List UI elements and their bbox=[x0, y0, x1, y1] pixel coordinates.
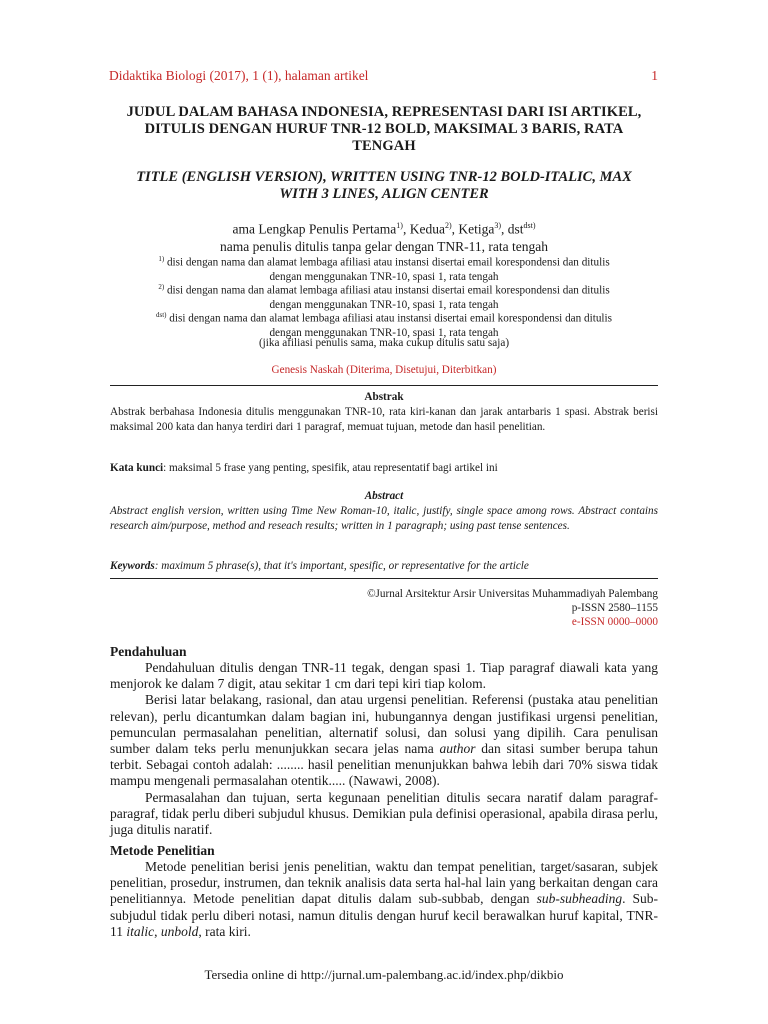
affiliation-line: disi dengan nama dan alamat lembaga afiliasi atau instansi disertai email korespondensi dan ditulis bbox=[166, 284, 610, 297]
publisher-block bbox=[367, 587, 658, 629]
affiliation-line: dengan menggunakan TNR-10, spasi 1, rata tengah bbox=[269, 326, 499, 339]
title-indonesian bbox=[100, 104, 668, 155]
text-run: Berisi latar belakang, rasional, dan atau urgensi penelitian. Referensi (pustaka atau penelitian relevan), perlu dicantumkan dalam bagian ini, hubungannya dengan justifikasi urgensi penelitian, pemunculan permasalahan penelitian, alternatif solusi, dan solusi yang dipilih. Cara penulisan sumber dalam teks perlu menunjukkan secara jelas nama bbox=[110, 692, 658, 757]
kata-kunci-text: : maksimal 5 frase yang penting, spesifik, atau representatif bagi artikel ini bbox=[163, 462, 498, 474]
text-run: . Sub-subjudul tidak perlu diberi notasi, namun ditulis dengan huruf kecil berawalkan huruf kapital, TNR-11 bbox=[110, 891, 658, 939]
text-run: author bbox=[439, 741, 476, 757]
keywords bbox=[110, 560, 658, 572]
affiliation-3 bbox=[110, 308, 658, 340]
page-number: 1 bbox=[651, 68, 658, 83]
divider bbox=[110, 385, 658, 386]
title-id-line: JUDUL DALAM BAHASA INDONESIA, REPRESENTASI DARI ISI ARTIKEL, bbox=[126, 104, 642, 120]
section-heading-metode: Metode Penelitian bbox=[110, 843, 215, 858]
author-third: , Ketiga bbox=[451, 221, 495, 237]
title-id-line: TENGAH bbox=[352, 138, 416, 154]
affiliation-sup: dst) bbox=[155, 311, 167, 319]
footer-availability: Tersedia online di http://jurnal.um-palembang.ac.id/index.php/dikbio bbox=[204, 967, 564, 982]
affiliation-line: disi dengan nama dan alamat lembaga afiliasi atau instansi disertai email korespondensi dan ditulis bbox=[166, 256, 610, 269]
text-run: italic bbox=[126, 923, 155, 939]
manuscript-genesis: Genesis Naskah (Diterima, Disetujui, Diterbitkan) bbox=[271, 364, 497, 376]
metode-body bbox=[110, 859, 658, 940]
abstrak-text: Abstrak berbahasa Indonesia ditulis menggunakan TNR-10, rata kiri-kanan dan jarak antarbaris 1 spasi. Abstrak berisi maksimal 200 kata dan hanya terdiri dari 1 paragraf, memuat tujuan, metode dan hasil penelitian. bbox=[110, 406, 658, 433]
affiliation-1 bbox=[110, 252, 658, 284]
kata-kunci bbox=[110, 462, 658, 474]
author-names bbox=[110, 217, 658, 238]
affiliation-note: (jika afiliasi penulis sama, maka cukup ditulis satu saja) bbox=[258, 337, 510, 349]
section-heading-pendahuluan: Pendahuluan bbox=[110, 644, 187, 659]
e-issn: e-ISSN 0000–0000 bbox=[571, 616, 658, 628]
author-second: , Kedua bbox=[402, 221, 445, 237]
keywords-text: : maximum 5 phrase(s), that it's important, spesific, or representative for the article bbox=[154, 560, 529, 572]
text-run: Metode penelitian berisi jenis penelitian, waktu dan tempat penelitian, target/sasaran, subjek penelitian, prosedur, instrumen, dan teknik analisis data serta hal-hal lain yang berkaitan dengan cara penelitiannya. Metode penelitian dapat ditulis dalam sub-subbab, dengan bbox=[110, 859, 658, 907]
text-run: sub-subheading bbox=[536, 891, 623, 907]
text-run: dan sitasi sumber berupa tahun terbit. Sebagai contoh adalah: ........ hasil penelitian menunjukkan bahwa lebih dari 70% siswa tidak mampu mengenali permasalahan otentik..... (Nawawi, 2008). bbox=[110, 741, 658, 789]
author-rest: , dst bbox=[501, 221, 524, 237]
abstract-text: Abstract english version, written using Time New Roman-10, italic, justify, single space among rows. Abstract contains research aim/purpose, method and reseach results; written in 1 paragraph; using past tense sentences. bbox=[110, 505, 658, 532]
journal-citation: Didaktika Biologi (2017), 1 (1), halaman artikel bbox=[109, 68, 369, 83]
running-header bbox=[109, 68, 658, 84]
kata-kunci-label: Kata kunci bbox=[110, 462, 164, 474]
author-sup: 2) bbox=[444, 221, 452, 230]
paragraph: Permasalahan dan tujuan, serta kegunaan penelitian ditulis secara naratif dalam paragraf-paragraf, tidak perlu diberi subjudul khusus. Demikian pula definisi operasional, apabila dirasa perlu, juga ditulis naratif. bbox=[110, 789, 658, 838]
author-sup: 3) bbox=[494, 221, 502, 230]
abstract-heading: Abstract bbox=[364, 490, 404, 502]
affiliation-sup: 2) bbox=[158, 283, 165, 291]
title-english bbox=[110, 169, 658, 203]
author-sup: 1) bbox=[396, 221, 403, 230]
affiliation-line: dengan menggunakan TNR-10, spasi 1, rata tengah bbox=[269, 298, 499, 311]
text-run: unbold bbox=[160, 923, 199, 939]
copyright: ©Jurnal Arsitektur Arsir Universitas Muhammadiyah Palembang bbox=[367, 588, 658, 600]
title-en-line: WITH 3 LINES, ALIGN CENTER bbox=[279, 186, 489, 202]
affiliation-2 bbox=[110, 280, 658, 312]
title-en-line: TITLE (ENGLISH VERSION), WRITTEN USING TNR-12 BOLD-ITALIC, MAX bbox=[136, 169, 632, 185]
text-run: , rata kiri. bbox=[198, 923, 251, 939]
title-id-line: DITULIS DENGAN HURUF TNR-12 BOLD, MAKSIMAL 3 BARIS, RATA bbox=[144, 121, 624, 137]
keywords-label: Keywords bbox=[110, 560, 155, 572]
paragraph: Pendahuluan ditulis dengan TNR-11 tegak, dengan spasi 1. Tiap paragraf diawali kata yang menjorok ke dalam 7 digit, atau sekitar 1 cm dari tepi kiri tiap kolom. bbox=[110, 660, 658, 692]
affiliation-sup: 1) bbox=[158, 255, 165, 263]
paragraph bbox=[110, 859, 658, 940]
abstrak-heading: Abstrak bbox=[364, 391, 404, 403]
paragraph bbox=[110, 692, 658, 789]
author-first: ama Lengkap Penulis Pertama bbox=[232, 221, 397, 237]
affiliation-line: dengan menggunakan TNR-10, spasi 1, rata tengah bbox=[269, 270, 499, 283]
affiliation-line: disi dengan nama dan alamat lembaga afiliasi atau instansi disertai email korespondensi dan ditulis bbox=[169, 312, 612, 325]
p-issn: p-ISSN 2580–1155 bbox=[571, 602, 658, 614]
divider bbox=[110, 578, 658, 579]
author-sup: dst) bbox=[523, 221, 536, 230]
text-run: , bbox=[154, 923, 161, 939]
author-block bbox=[110, 217, 658, 255]
author-note: nama penulis ditulis tanpa gelar dengan TNR-11, rata tengah bbox=[219, 238, 549, 254]
pendahuluan-body bbox=[110, 660, 658, 838]
